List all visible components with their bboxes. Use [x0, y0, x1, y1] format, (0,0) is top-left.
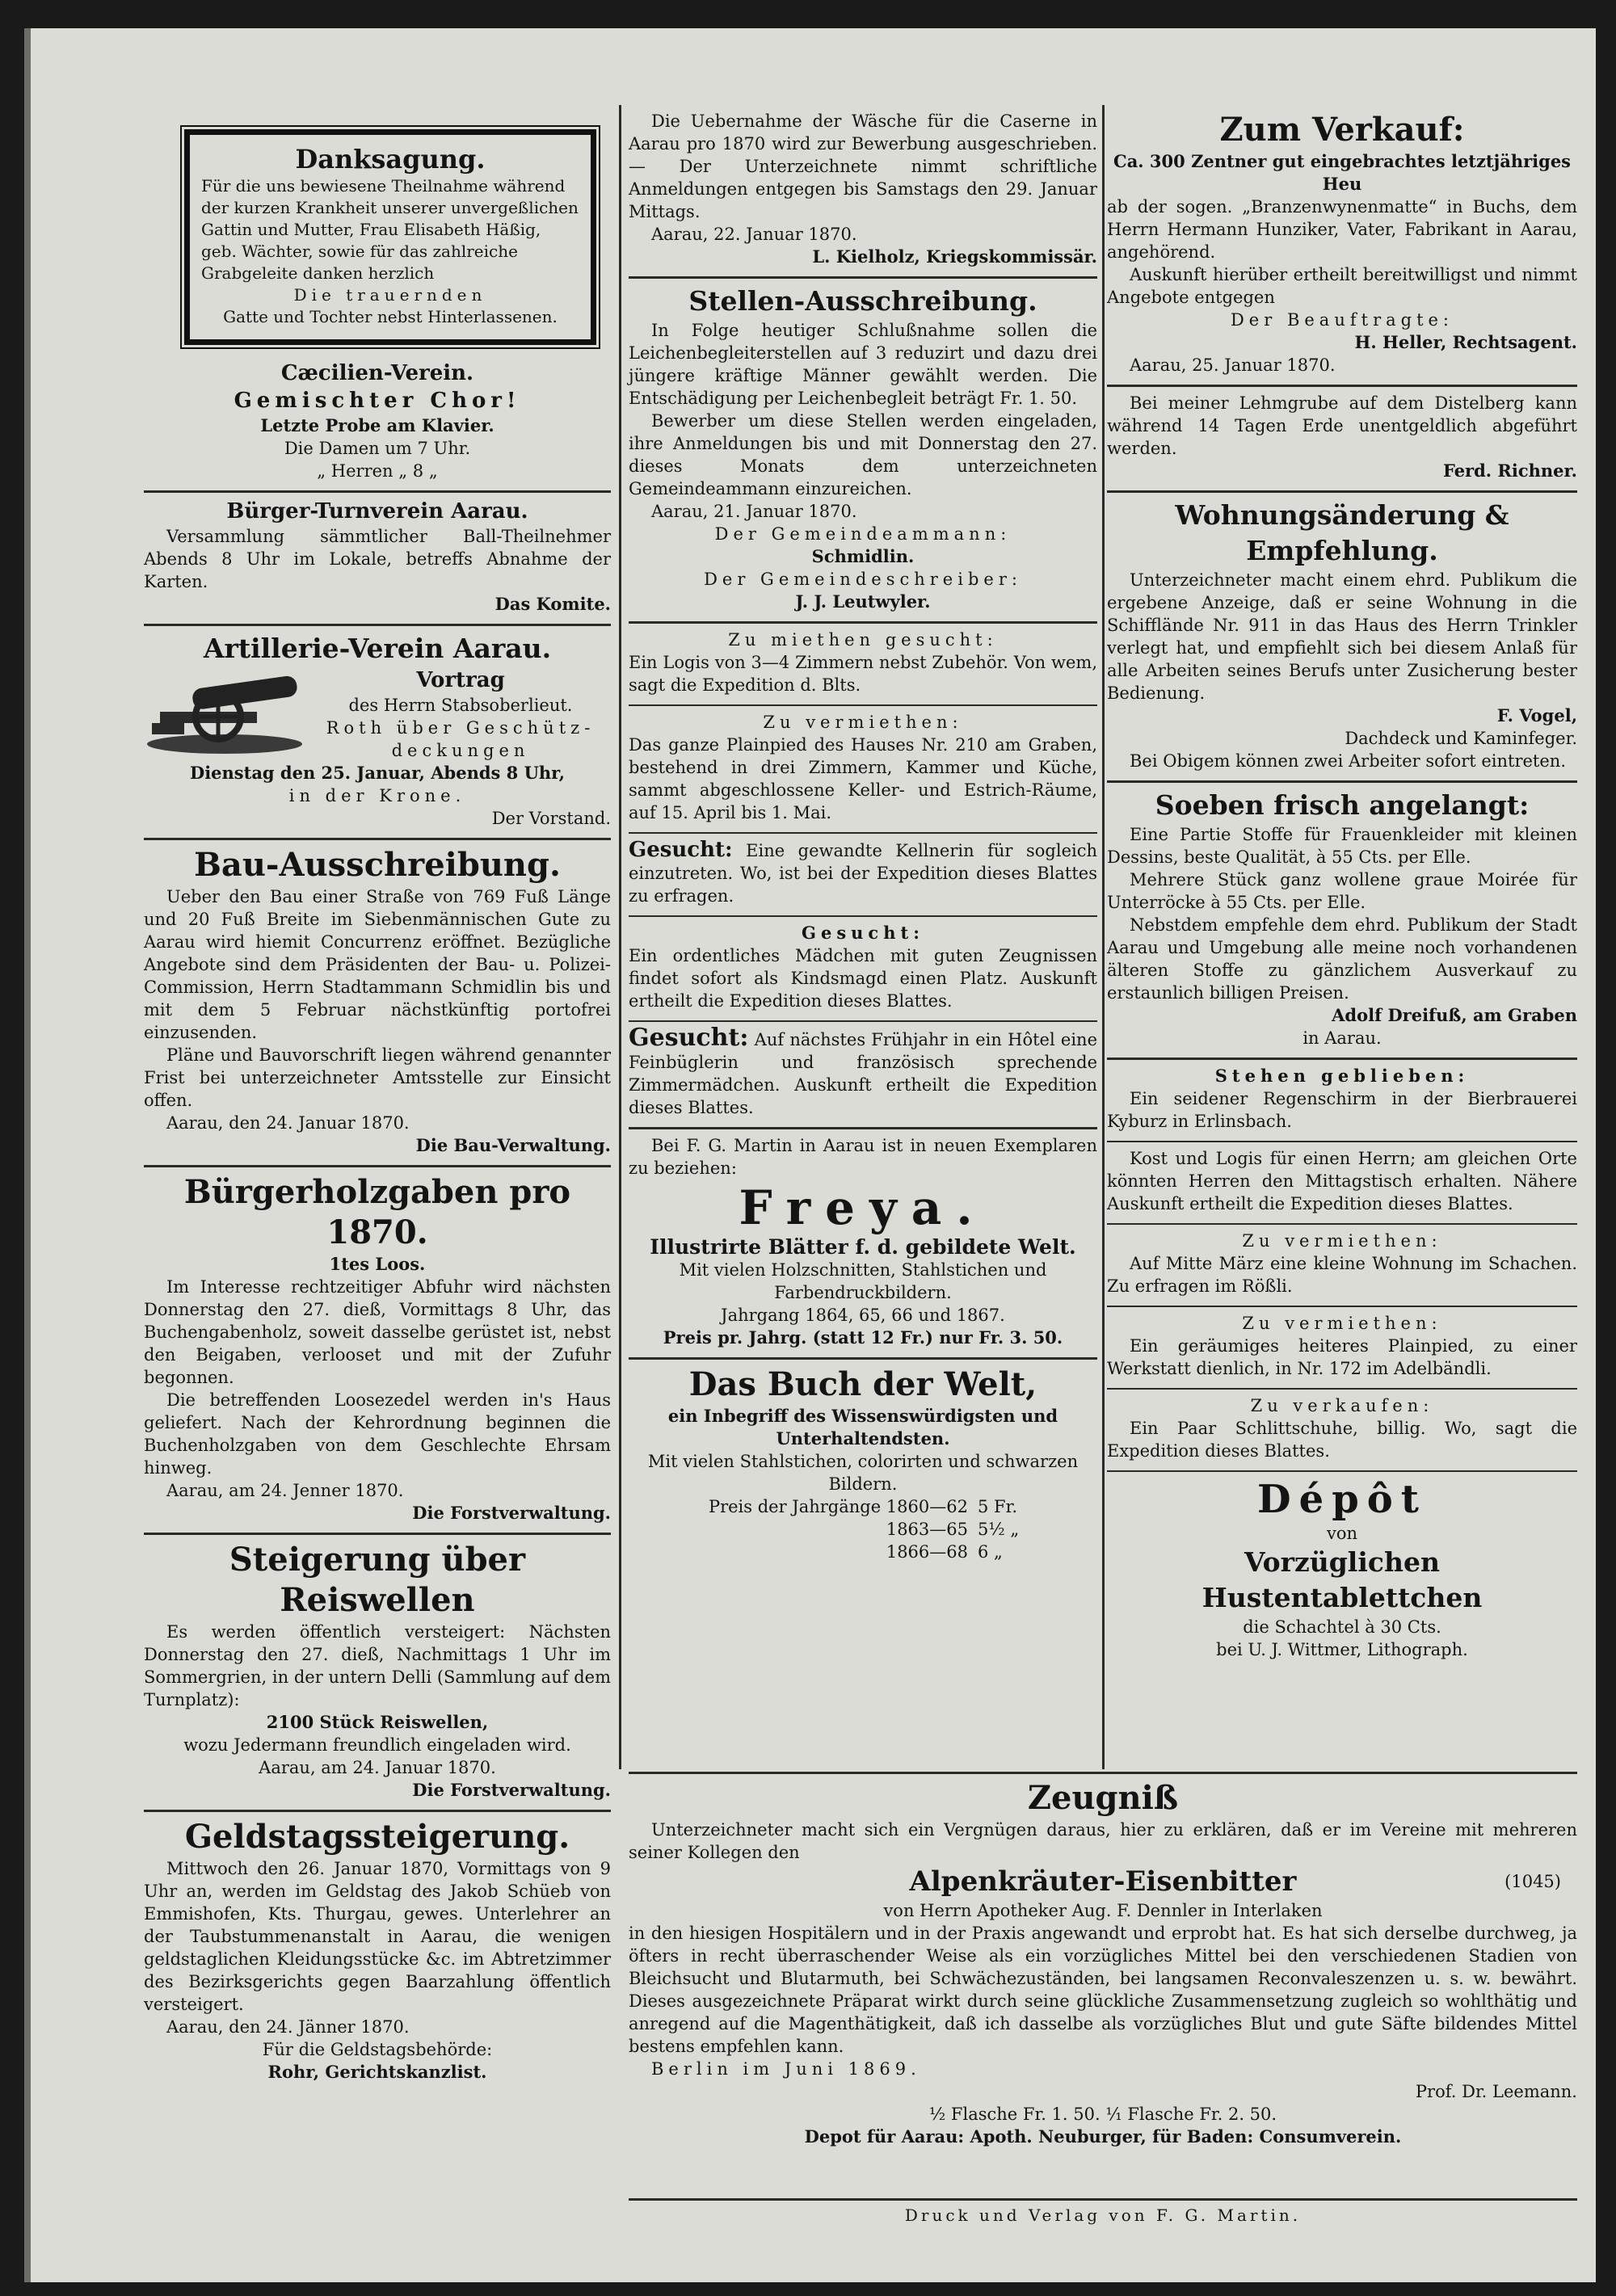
gelds-for: Für die Geldstagsbehörde: — [262, 2040, 493, 2059]
kellnerin-body: Eine gewandte Kellnerin für sogleich einzutreten. Wo, ist bei der Expedition dieses Blattes zu erfragen. — [629, 841, 1097, 906]
holz-body: Im Interesse rechtzeitiger Abfuhr wird nächsten Donnerstag den 27. dieß, Vormittags 8 Uhr, das Buchengabenholz, soweit dasselbe gerüstet ist, nebst den Beigaben, verlooset und mit der Zufuhr begonnen. — [144, 1277, 611, 1387]
buch-sub: ein Inbegriff des Wissenswürdigsten und Unterhaltendsten. — [667, 1406, 1058, 1449]
zeugnis-body: in den hiesigen Hospitälern und in der Praxis angewandt und erprobt hat. Es hat sich derselbe durchweg, ja öfters in recht überraschender Weise als ein vorzügliches Mittel bei den verschiedenen Stadien von Bleichsucht und Blutarmuth, bei Schwächezuständen, bei langsamen Reconvaleszenzen u. s. w. bewährt. Dieses ausgezeichnete Präparat wirkt durch seine glückliche Zusammensetzung zugleich so wohlthätig und anregend auf die Magenthätigkeit, daß ich dasselbe als vorzügliches Blut und gute Säfte bildendes Mittel bestens empfehlen kann. — [629, 1924, 1577, 2056]
buch-price-value: 6 „ — [978, 1542, 1003, 1562]
column-rule — [1102, 105, 1105, 1769]
caecilien-damen: Die Damen um 7 Uhr. — [284, 439, 471, 458]
column-2 — [629, 105, 1097, 1571]
dank-sig2: Gatte und Tochter nebst Hinterlassenen. — [223, 307, 558, 326]
stellen-role2: Der Gemeindeschreiber: — [704, 570, 1022, 589]
reis-date: Aarau, am 24. Januar 1870. — [259, 1758, 496, 1777]
freya-intro: Bei F. G. Martin in Aarau ist in neuen Exemplaren zu beziehen: — [629, 1136, 1097, 1178]
vermieth1-body: Das ganze Plainpied des Hauses Nr. 210 am Graben, bestehend in drei Zimmern, Kammer und Küche, sammt abgeschlossene Keller- und Estrich-Räume, auf 15. April bis 1. Mai. — [629, 735, 1097, 822]
wohnung-body: Unterzeichneter macht einem ehrd. Publikum die ergebene Anzeige, daß er seine Wohnung in die Schifflände Nr. 911 in das Haus des Herrn Trinkler verlegt hat, und empfiehlt sich bei diesem Anlaß für alle Arbeiten seines Berufs unter Zusicherung bester Bedienung. — [1107, 570, 1577, 703]
buch-price-label: 1866—68 — [886, 1542, 968, 1562]
vermieth2-body: Auf Mitte März eine kleine Wohnung im Schachen. Zu erfragen im Rößli. — [1107, 1254, 1577, 1296]
kellnerin-head: Gesucht: — [629, 838, 733, 862]
artillerie-vortrag: Vortrag — [416, 668, 505, 692]
gelds-sig: Rohr, Gerichtskanzlist. — [267, 2062, 487, 2082]
caecilien-ad — [144, 355, 611, 493]
stellen-title: Stellen-Ausschreibung. — [688, 285, 1037, 317]
waesche-ad — [629, 105, 1097, 279]
zeugnis-product: Alpenkräuter-Eisenbitter — [909, 1865, 1297, 1898]
waesche-body: Die Uebernahme der Wäsche für die Caserne in Aarau pro 1870 wird zur Bewerbung ausgeschrieben. — Der Unterzeichnete nimmt schriftliche Anmeldungen entgegen bis Samstags den 29. Januar Mittags. — [629, 111, 1097, 221]
vermieth2-head: Zu vermiethen: — [1242, 1231, 1442, 1251]
gelds-ad — [144, 1812, 611, 2092]
miethen-ad — [629, 624, 1097, 706]
miethen-body: Ein Logis von 3—4 Zimmern nebst Zubehör. Von wem, sagt die Expedition d. Blts. — [629, 653, 1097, 695]
freya-subtitle: Illustrirte Blätter f. d. gebildete Welt. — [650, 1235, 1076, 1259]
holz-body2: Die betreffenden Loosezedel werden in's Haus geliefert. Nach der Kehrordnung beginnen die Buchenholzgaben von dem Geschlechte Ehrsam hinweg. — [144, 1390, 611, 1478]
frisch-body: Eine Partie Stoffe für Frauenkleider mit kleinen Dessins, beste Qualität, à 55 Cts. per Elle. — [1107, 825, 1577, 867]
vermieth1-head: Zu vermiethen: — [763, 713, 963, 732]
erde-sig: Ferd. Richner. — [1442, 460, 1577, 481]
reis-body: Es werden öffentlich versteigert: Nächsten Donnerstag den 27. dieß, Nachmittags 1 Uhr im Sommergrien, in der untern Delli (Sammlung auf dem Turnplatz): — [144, 1622, 611, 1709]
kindsmagd-ad — [629, 917, 1097, 1022]
bau-body: Ueber den Bau einer Straße von 769 Fuß Länge und 20 Fuß Breite im Siebenmännischen Gute zu Aarau wird hiemit Concurrenz eröffnet. Bezügliche Angebote sind dem Präsidenten der Bau- u. Polizei-Commission, Herrn Stadtammann Schmidlin bis und mit dem 5 Februar nächstkünftig portofrei einzusenden. — [144, 887, 611, 1042]
holz-sig: Die Forstverwaltung. — [412, 1503, 611, 1523]
reis-item: 2100 Stück Reiswellen, — [266, 1712, 489, 1732]
erde-ad — [1107, 387, 1577, 493]
stellen-body2: Bewerber um diese Stellen werden eingeladen, ihre Anmeldungen bis und mit Donnerstag den 27. dieses Monats dem unterzeichneten Gemeindeammann einzureichen. — [629, 411, 1097, 498]
waesche-date: Aarau, 22. Januar 1870. — [651, 225, 857, 244]
column-1 — [144, 105, 611, 2092]
depot-sig: bei U. J. Wittmer, Lithograph. — [1216, 1640, 1468, 1659]
miethen-head: Zu miethen gesucht: — [728, 630, 998, 650]
erde-body: Bei meiner Lehmgrube auf dem Distelberg kann während 14 Tagen Erde unentgeldlich abgeführt werden. — [1107, 393, 1577, 458]
verkaufen-body: Ein Paar Schlittschuhe, billig. Wo, sagt die Expedition dieses Blattes. — [1107, 1419, 1577, 1461]
reis-title: Steigerung über Reiswellen — [229, 1541, 526, 1619]
newspaper-page — [24, 28, 1596, 2282]
zeugnis-prices: ½ Flasche Fr. 1. 50. ⅟₁ Flasche Fr. 2. 50. — [928, 2105, 1277, 2124]
kost-body: Kost und Logis für einen Herrn; am gleichen Orte könnten Herren den Mittagstisch erhalten. Nähere Auskunft ertheilt die Expedition dieses Blattes. — [1107, 1149, 1577, 1213]
turnverein-ad — [144, 493, 611, 626]
caecilien-probe: Letzte Probe am Klavier. — [260, 415, 494, 435]
buch-price-label: Preis der Jahrgänge 1860—62 — [708, 1497, 968, 1516]
dank-ad — [184, 129, 596, 345]
kellnerin-ad — [629, 834, 1097, 917]
artillerie-title: Artillerie-Verein Aarau. — [203, 633, 552, 664]
turnverein-title: Bürger-Turnverein Aarau. — [226, 499, 528, 524]
caecilien-chor: Gemischter Chor! — [234, 389, 521, 413]
vermieth2-ad — [1107, 1225, 1577, 1307]
vermieth3-ad — [1107, 1307, 1577, 1390]
stellen-sig2: J. J. Leutwyler. — [795, 591, 931, 612]
buch-price-row — [629, 1518, 1097, 1541]
waesche-sig: L. Kielholz, Kriegskommissär. — [812, 246, 1097, 267]
gelds-body: Mittwoch den 26. Januar 1870, Vormittags von 9 Uhr an, werden im Geldstag des Jakob Schüeb von Emmishofen, Kts. Thurgau, gewes. Unterlehrer an der Taubstummenanstalt in Aarau, die wenigen geldstaglichen Kleidungsstücke &c. im Abtretzimmer des Bezirksgerichts gegen Baarzahlung öffentlich versteigert. — [144, 1859, 611, 2014]
holz-sub: 1tes Loos. — [329, 1254, 426, 1274]
stellen-date: Aarau, 21. Januar 1870. — [651, 502, 857, 521]
depot-title: Dépôt — [1257, 1477, 1427, 1522]
freya-desc: Mit vielen Holzschnitten, Stahlstichen und Farbendruckbildern. — [679, 1260, 1047, 1302]
verkauf-body2: Auskunft hierüber ertheilt bereitwilligst und nimmt Angebote entgegen — [1107, 265, 1577, 307]
artillerie-line1: des Herrn Stabsoberlieut. — [348, 696, 573, 715]
vermieth3-body: Ein geräumiges heiteres Plainpied, zu einer Werkstatt dienlich, in Nr. 172 im Adelbändli. — [1107, 1336, 1577, 1378]
artillerie-when: Dienstag den 25. Januar, Abends 8 Uhr, — [189, 763, 566, 783]
stellen-body: In Folge heutiger Schlußnahme sollen die Leichenbegleiterstellen auf 3 reduzirt und dazu drei jüngere kräftige Männer gewählt werden. Die Entschädigung per Leichenbegleit beträgt Fr. 1. 50. — [629, 321, 1097, 408]
stellen-sig1: Schmidlin. — [811, 546, 915, 566]
verkauf-body: ab der sogen. „Branzenwynenmatte“ in Buchs, dem Herrn Hermann Hunziker, Vater, Fabrikant in Aarau, angehörend. — [1107, 197, 1577, 262]
freya-title: Freya. — [739, 1180, 987, 1235]
frisch-body3: Nebstdem empfehle dem ehrd. Publikum der Stadt Aarau und Umgebung alle meine noch vorhandenen älteren Stoffe zu gänzlichem Ausverkauf zu erstaunlich billigen Preisen. — [1107, 915, 1577, 1003]
zimmermaedchen-ad — [629, 1022, 1097, 1129]
artillerie-sig: Der Vorstand. — [491, 809, 611, 828]
artillerie-line3: deckungen — [391, 741, 530, 760]
wohnung-ad — [1107, 493, 1577, 783]
verkauf-lead: Ca. 300 Zentner gut eingebrachtes letztjähriges Heu — [1113, 151, 1571, 194]
freya-years: Jahrgang 1864, 65, 66 und 1867. — [721, 1306, 1005, 1325]
zeugnis-depots: Depot für Aarau: Apoth. Neuburger, für Baden: Consumverein. — [804, 2126, 1402, 2147]
artillerie-where: in der Krone. — [288, 786, 466, 805]
column-rule — [619, 105, 621, 1769]
frisch-body2: Mehrere Stück ganz wollene graue Moirée für Unterröcke à 55 Cts. per Elle. — [1107, 870, 1577, 912]
verkaufen-head: Zu verkaufen: — [1250, 1396, 1434, 1415]
reis-ad — [144, 1535, 611, 1812]
stellen-role1: Der Gemeindeammann: — [714, 524, 1012, 544]
zeugnis-top-rule — [629, 1772, 1577, 1774]
zeugnis-intro: Unterzeichneter macht sich ein Vergnügen daraus, hier zu erklären, daß er im Vereine mit mehreren seiner Kollegen den — [629, 1820, 1577, 1862]
dank-title: Danksagung. — [295, 144, 486, 175]
wohnung-extra: Bei Obigem können zwei Arbeiter sofort eintreten. — [1130, 751, 1566, 771]
buch-price-label: 1863—65 — [886, 1520, 968, 1539]
dank-body: Für die uns bewiesene Theilnahme während der kurzen Krankheit unserer unvergeßlichen Gattin und Mutter, Frau Elisabeth Häßig, geb. Wächter, sowie für das zahlreiche Grabgeleite danken herzlich — [201, 176, 579, 283]
column-3 — [1107, 105, 1577, 1669]
buch-price-value: 5½ „ — [978, 1520, 1020, 1539]
kindsmagd-body: Ein ordentliches Mädchen mit guten Zeugnissen findet sofort als Kindsmagd einen Platz. Auskunft ertheilt die Expedition dieses Blattes. — [629, 946, 1097, 1011]
frisch-title: Soeben frisch angelangt: — [1155, 789, 1530, 821]
holz-ad — [144, 1167, 611, 1535]
turnverein-sig: Das Komite. — [494, 594, 611, 614]
bau-sig: Die Bau-Verwaltung. — [415, 1135, 611, 1155]
caecilien-herren: „ Herren „ 8 „ — [317, 461, 438, 481]
reis-sig: Die Forstverwaltung. — [412, 1780, 611, 1800]
verkauf-role: Der Beauftragte: — [1230, 310, 1454, 330]
gelds-title: Geldstagssteigerung. — [184, 1818, 570, 1856]
holz-title: Bürgerholzgaben pro 1870. — [183, 1173, 571, 1251]
buch-title: Das Buch der Welt, — [688, 1365, 1037, 1403]
freya-price: Preis pr. Jahrg. (statt 12 Fr.) nur Fr. 3. 50. — [663, 1327, 1063, 1348]
verkauf-sig: H. Heller, Rechtsagent. — [1354, 332, 1577, 352]
zeugnis-sig: Prof. Dr. Leemann. — [1415, 2082, 1577, 2101]
holz-date: Aarau, am 24. Jenner 1870. — [166, 1481, 404, 1500]
frisch-sig: Adolf Dreifuß, am Graben — [1332, 1005, 1577, 1025]
stehen-ad — [1107, 1060, 1577, 1142]
buch-price-value: 5 Fr. — [978, 1497, 1018, 1516]
depot-ad — [1107, 1472, 1577, 1669]
bau-ad — [144, 840, 611, 1167]
frisch-ad — [1107, 783, 1577, 1060]
depot-von: von — [1326, 1524, 1358, 1543]
zeugnis-title: Zeugniß — [1027, 1779, 1179, 1817]
kindsmagd-head: Gesucht: — [802, 923, 924, 943]
turnverein-body: Versammlung sämmtlicher Ball-Theilnehmer Abends 8 Uhr im Lokale, betreffs Abnahme der Karten. — [144, 527, 611, 591]
depot-price: die Schachtel à 30 Cts. — [1243, 1617, 1441, 1637]
kost-ad — [1107, 1142, 1577, 1225]
zeugnis-maker: von Herrn Apotheker Aug. F. Dennler in Interlaken — [883, 1901, 1323, 1920]
buch-price-row — [629, 1541, 1097, 1563]
bau-date: Aarau, den 24. Januar 1870. — [166, 1113, 410, 1133]
verkauf-date: Aarau, 25. Januar 1870. — [1130, 355, 1336, 375]
stellen-ad — [629, 279, 1097, 624]
buch-price-row — [629, 1495, 1097, 1518]
zeugnis-ad — [629, 1778, 1577, 2148]
verkauf-ad — [1107, 105, 1577, 387]
vermieth1-ad — [629, 706, 1097, 834]
frisch-sig2: in Aarau. — [1302, 1028, 1382, 1048]
artillerie-line2: Roth über Geschütz- — [326, 718, 595, 738]
buch-desc: Mit vielen Stahlstichen, colorirten und schwarzen Bildern. — [647, 1452, 1079, 1494]
zimmermaedchen-body: Auf nächstes Frühjahr in ein Hôtel eine Feinbüglerin und französisch sprechende Zimmermädchen. Auskunft ertheilt die Expedition dieses Blattes. — [629, 1030, 1097, 1117]
wohnung-sig2: Dachdeck und Kaminfeger. — [1345, 729, 1577, 748]
imprint-footer: Druck und Verlag von F. G. Martin. — [629, 2198, 1577, 2225]
vermieth3-head: Zu vermiethen: — [1242, 1314, 1442, 1333]
verkaufen-ad — [1107, 1390, 1577, 1472]
stehen-body: Ein seidener Regenschirm in der Bierbrauerei Kyburz in Erlinsbach. — [1107, 1089, 1577, 1131]
buch-ad — [629, 1360, 1097, 1571]
artillerie-ad — [144, 626, 611, 840]
zeugnis-number: (1045) — [1504, 1872, 1561, 1891]
zimmermaedchen-head: Gesucht: — [629, 1024, 749, 1052]
dank-sig1: Die trauernden — [293, 285, 487, 305]
wohnung-title: Wohnungsänderung & Empfehlung. — [1175, 499, 1509, 566]
depot-product: Vorzüglichen Hustentablettchen — [1201, 1546, 1483, 1613]
bau-body2: Pläne und Bauvorschrift liegen während genannter Frist bei unterzeichneter Amtsstelle zur Einsicht offen. — [144, 1045, 611, 1110]
caecilien-title: Cæcilien-Verein. — [280, 361, 474, 385]
verkauf-title: Zum Verkauf: — [1219, 111, 1465, 149]
cannon-icon — [144, 667, 305, 755]
bau-title: Bau-Ausschreibung. — [194, 846, 561, 884]
gelds-date: Aarau, den 24. Jänner 1870. — [166, 2017, 410, 2037]
wohnung-sig: F. Vogel, — [1496, 705, 1577, 725]
reis-invite: wozu Jedermann freundlich eingeladen wird. — [183, 1735, 571, 1755]
zeugnis-date: Berlin im Juni 1869. — [651, 2059, 921, 2079]
stehen-head: Stehen geblieben: — [1214, 1066, 1470, 1086]
freya-ad — [629, 1129, 1097, 1360]
